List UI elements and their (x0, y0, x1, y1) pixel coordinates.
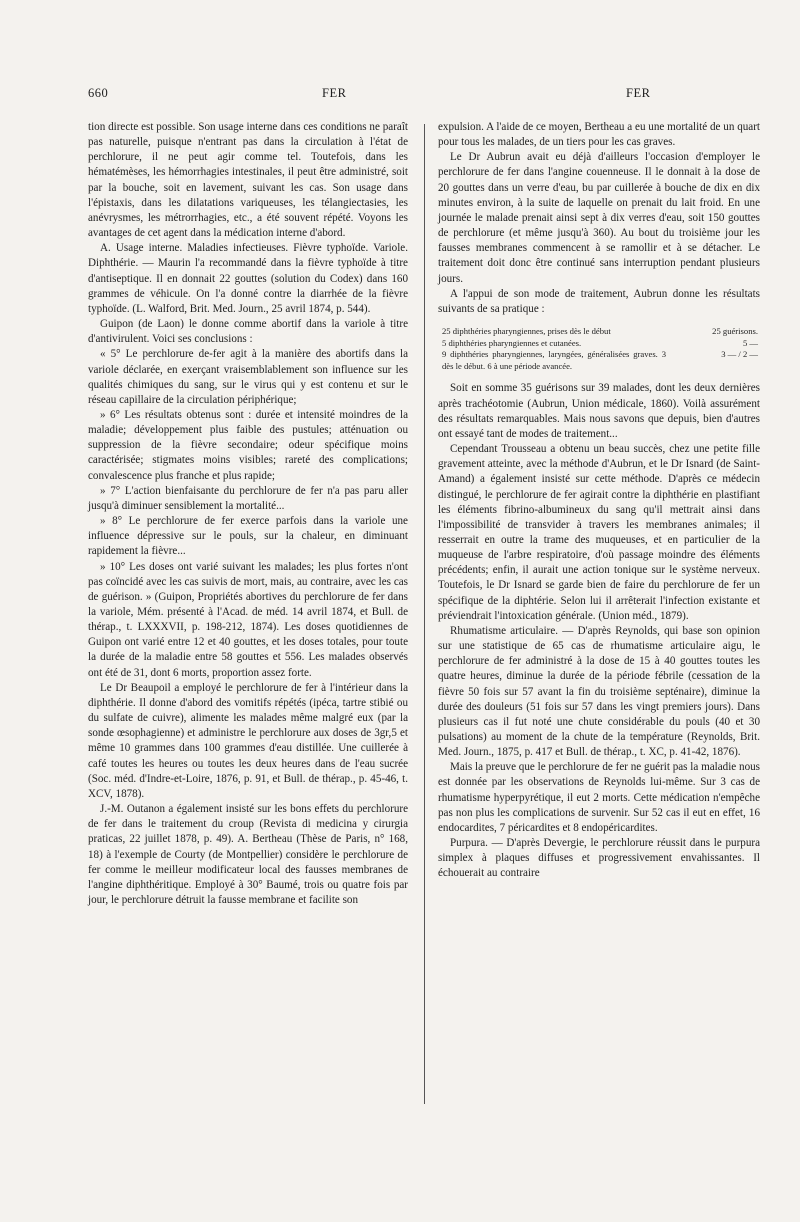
table-cell-description: 9 diphthéries pharyngiennes, laryngées, généralisées graves. 3 dès le début. 6 à une période avancée. (442, 349, 666, 371)
left-column (88, 120, 408, 908)
right-column (438, 120, 760, 882)
table-row (442, 338, 758, 350)
paragraph: Le Dr Beaupoil a employé le perchlorure de fer à l'intérieur dans la diphthérie. Il donne d'abord des vomitifs répétés (ipéca, tartre stibié ou du sulfate de cuivre), alimente les malades même malgré eux (par la sonde œsophagienne) et administre le perchlorure aux doses de 3gr,5 et même 10 grammes dans 100 grammes d'eau distillée. Une cuillerée à café toutes les heures ou toutes les deux heures dans de l'eau sucrée (Soc. méd. d'Indre-et-Loire, 1876, p. 91, et Bull. de thérap., p. 45-46, t. XCV, 1878). (88, 681, 408, 800)
paragraph: A. Usage interne. Maladies infectieuses. Fièvre typhoïde. Variole. Diphthérie. — Maurin l'a recommandé dans la fièvre typhoïde à titre d'antiseptique. Il en donnait 22 gouttes (solution du Codex) dans 160 grammes de véhicule. On l'a donné contre la diarrhée de la fièvre typhoïde. (L. Walford, Brit. Med. Journ., 25 avril 1874, p. 544). (88, 242, 408, 315)
paragraph: Mais la preuve que le perchlorure de fer ne guérit pas la maladie nous est donnée par les observations de Reynolds lui-même. Sur 3 cas de rhumatisme hyperpyrétique, il eut 2 morts. Cette médication n'empêche pas non plus les complications de survenir. Sur 52 cas il eut en effet, 16 endocardites, 7 péricardites et 8 endopéricardites. (438, 761, 760, 834)
running-head-left: FER (322, 86, 347, 100)
paragraph: Purpura. — D'après Devergie, le perchlorure réussit dans le purpura simplex à plaques diffuses et progressivement envahissantes. Il échouerait au contraire (438, 837, 760, 880)
table-cell-result: 5 — (742, 337, 758, 348)
running-head-right: FER (626, 86, 651, 100)
paragraph: « 5° Le perchlorure de-fer agit à la manière des abortifs dans la variole déclarée, en exerçant vraisemblablement son influence sur les qualités chimiques du sang, sur le virus qui y est contenu et sur le réseau capillaire de la circulation périphérique; (88, 348, 408, 406)
paragraph: Le Dr Aubrun avait eu déjà d'ailleurs l'occasion d'employer le perchlorure de fer dans l'angine couenneuse. Il le donnait à la dose de 20 gouttes dans un verre d'eau, bu par cuillerée à bouche de dix en dix minutes environ, à la suite de laquelle on prenait du lait froid. En une journée le malade prenait ainsi sept à dix verres d'eau, soit 150 gouttes de perchlorure (et même jusqu'à 360). Au bout du troisième jour les fausses membranes commencent à se ramollir et à se détacher. Le traitement doit donc être continué sans interruption pendant plusieurs jours. (438, 151, 760, 285)
paragraph: » 7° L'action bienfaisante du perchlorure de fer n'a pas paru aller jusqu'à diminuer sensiblement la mortalité... (88, 484, 408, 512)
paragraph: expulsion. A l'aide de ce moyen, Bertheau a eu une mortalité de un quart pour tous les malades, de un tiers pour les cas graves. (438, 121, 760, 149)
column-divider (424, 124, 425, 1104)
paragraph: Soit en somme 35 guérisons sur 39 malades, dont les deux dernières après trachéotomie (Aubrun, Union médicale, 1860). Voilà assurément des résultats remarquables. Mais nous savons que depuis, bien d'autres ont essayé tant de modes de traitement... (438, 382, 760, 440)
paragraph: Guipon (de Laon) le donne comme abortif dans la variole à titre d'antivirulent. Voici ses conclusions : (88, 318, 408, 346)
table-cell-result: 25 guérisons. (712, 326, 758, 337)
table-cell-description: 25 diphthéries pharyngiennes, prises dès le début (442, 326, 611, 337)
paragraph: J.-M. Outanon a également insisté sur les bons effets du perchlorure de fer dans le traitement du croup (Revista di medicina y cirurgia praticas, 22 juillet 1878, p. 49). A. Bertheau (Thèse de Paris, n° 168, 18) à l'exemple de Courty (de Montpellier) considère le perchlorure de fer comme le meilleur modificateur local des fausses membranes de l'angine diphthéritique. Employé à 30° Baumé, trois ou quatre fois par jour, le perchlorure détruit la fausse membrane et facilite son (88, 803, 408, 906)
page-number: 660 (88, 86, 109, 100)
table-cell-result: 3 — / 2 — (721, 349, 758, 360)
paragraph: Rhumatisme articulaire. — D'après Reynolds, qui base son opinion sur une statistique de 65 cas de rhumatisme articulaire aigu, le perchlorure de fer administré à la dose de 15 à 40 gouttes toutes les quatre heures, diminue la durée de la période fébrile (cessation de la fièvre 50 fois sur 57 avant la fin du troisième septénaire), diminue la durée des douleurs (51 fois sur 57 dans les vingt premiers jours). Dans plusieurs cas il fut noté une chute considérable du pouls (40 et 30 pulsations) au moment de la chute de la température (Reynolds, Brit. Med. Journ., 1875, p. 417 et Bull. de thérap., t. XC, p. 41-42, 1876). (438, 624, 760, 759)
paragraph: » 8° Le perchlorure de fer exerce parfois dans la variole une influence dépressive sur le pouls, sur la chaleur, en diminuant rapidement la fièvre... (88, 515, 408, 558)
paragraph: tion directe est possible. Son usage interne dans ces conditions ne paraît pas naturelle, puisque n'entrant pas dans la circulation à l'état de perchlorure, il ne peut agir comme tel. Toutefois, dans les hématémèses, les hémorrhagies intestinales, il peut être administré, soit par la bouche, soit en lavement, suivant les cas. Son usage dans l'épistaxis, dans les dilatations variqueuses, les télangiectasies, les anévrysmes, les métrorrhagies, etc., a été souvent répété. Voyons les avantages de cet agent dans la médication interne d'abord. (88, 121, 408, 240)
paragraph: » 10° Les doses ont varié suivant les malades; les plus fortes n'ont pas coïncidé avec les cas suivis de mort, mais, au contraire, avec les cas de guérison. » (Guipon, Propriétés abortives du perchlorure de fer dans la variole, Mém. présenté à l'Acad. de méd. 14 avril 1874, et Bull. de thérap., t. LXXXVII, p. 198-212, 1874). Les doses quotidiennes de Guipon ont varié entre 12 et 40 gouttes, et les doses totales, pour toute la durée de la maladie entre 58 gouttes et 556. Les malades observés ont été de 31, dont 6 morts, proportion assez forte. (88, 560, 408, 679)
table-row (442, 326, 758, 338)
table-cell-description: 5 diphthéries pharyngiennes et cutanées. (442, 337, 582, 348)
paragraph: » 6° Les résultats obtenus sont : durée et intensité moindres de la maladie; développement plus faible des pustules; atténuation ou suppression de la fièvre secondaire; odeur spécifique moins caractérisée; stigmates moins visibles; rareté des complications; convalescence plus franche et plus rapide; (88, 408, 408, 482)
table-row (442, 349, 758, 372)
results-table (442, 326, 758, 372)
paragraph: A l'appui de son mode de traitement, Aubrun donne les résultats suivants de sa pratique : (438, 287, 760, 315)
paragraph: Cependant Trousseau a obtenu un beau succès, chez une petite fille gravement atteinte, avec la méthode d'Aubrun, et le Dr Isnard (de Saint-Amand) a également insisté sur cette méthode. D'après ce médecin distingué, le perchlorure de fer agirait contre la diphthérie en plastifiant les éléments fibrino-albumineux du sang qu'il mettrait ainsi dans l'impossibilité de transvider à travers les membranes animales; il resserrait en outre la trame des muqueuses, et en particulier de la muqueuse de l'arbre respiratoire, d'où passage moindre des éléments précédents; enfin, il aurait une action tonique sur le système nerveux. Toutefois, le Dr Isnard se garde bien de faire du perchlorure de fer un spécifique de la diphtérie. Selon lui il arrêterait l'infection existante et préviendrait l'intoxication générale. (Union méd., 1879). (438, 443, 760, 622)
